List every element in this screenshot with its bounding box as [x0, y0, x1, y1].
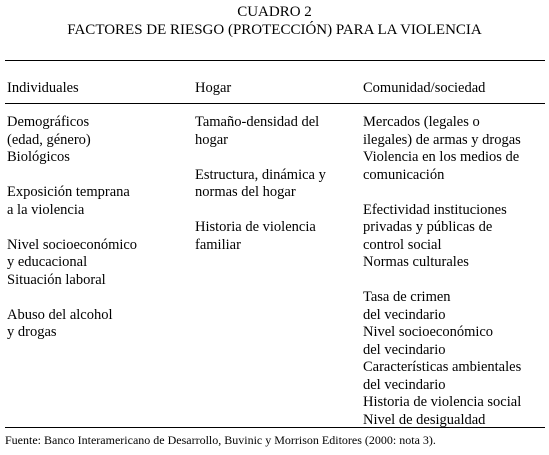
risk-factor-item: Tasa de crimen del vecindario: [363, 289, 451, 323]
risk-factor-item: Historia de violencia social: [363, 394, 522, 410]
risk-factor-item: Exposición temprana a la violencia: [7, 184, 130, 218]
column-comunidad-sociedad: [363, 80, 545, 428]
source-note: Fuente: Banco Interamericano de Desarrollo, Buvinic y Morrison Editores (2000: nota 3).: [5, 433, 436, 447]
column-header-hogar: Hogar: [195, 80, 232, 96]
risk-factor-item: Demográficos (edad, género): [7, 114, 91, 148]
header-rule: [5, 103, 545, 104]
risk-factor-item: Biológicos: [7, 149, 70, 165]
risk-factor-item: Nivel de desigualdad: [363, 411, 486, 428]
risk-factor-item: Mercados (legales o ilegales) de armas y drogas: [363, 114, 521, 148]
risk-factor-item: Características ambientales del vecindario: [363, 359, 522, 393]
column-body-hogar: [195, 114, 326, 254]
risk-factor-item: Nivel socioeconómico y educacional: [7, 236, 138, 270]
risk-factor-item: Efectividad instituciones privadas y públicas de control social: [363, 201, 507, 253]
risk-factor-item: Estructura, dinámica y normas del hogar: [195, 166, 326, 200]
risk-factor-item: Tamaño-densidad del hogar: [195, 114, 320, 148]
risk-factor-item: Nivel socioeconómico del vecindario: [363, 324, 494, 358]
column-header-comunidad-sociedad: Comunidad/sociedad: [363, 80, 486, 96]
column-body-comunidad-sociedad: [363, 114, 521, 429]
column-individuales: [7, 80, 182, 340]
risk-factor-item: Situación laboral: [7, 271, 106, 288]
table-number: CUADRO 2: [237, 4, 312, 20]
risk-factor-item: Historia de violencia familiar: [195, 219, 316, 253]
table-title: FACTORES DE RIESGO (PROTECCIÓN) PARA LA VIOLENCIA: [67, 22, 482, 38]
risk-factor-item: Abuso del alcohol y drogas: [7, 306, 113, 340]
column-header-individuales: Individuales: [7, 80, 79, 96]
top-rule: [5, 60, 545, 61]
column-body-individuales: [7, 114, 137, 342]
column-hogar: [195, 80, 350, 253]
risk-factor-item: Violencia en los medios de comunicación: [363, 149, 520, 183]
bottom-rule: [5, 427, 545, 428]
risk-factor-item: Normas culturales: [363, 254, 469, 270]
